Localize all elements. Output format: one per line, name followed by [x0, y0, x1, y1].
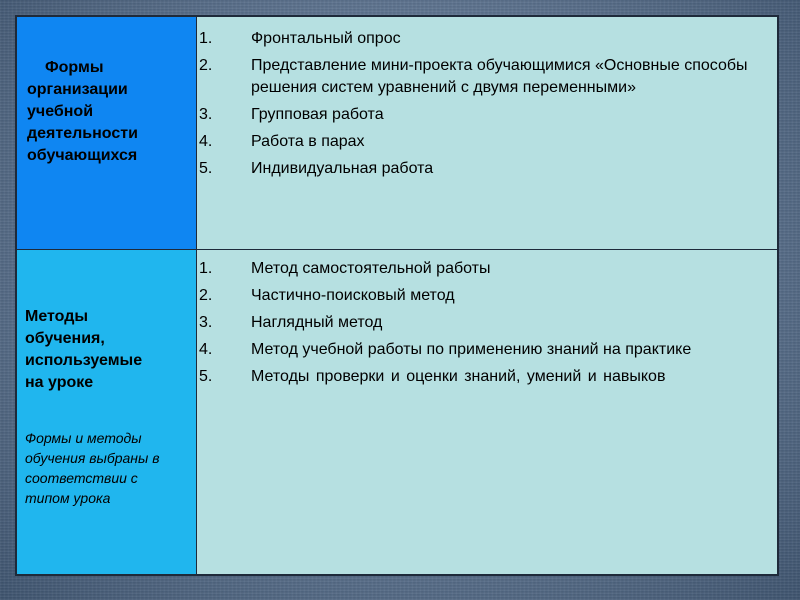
item-text: Групповая работа: [251, 106, 384, 123]
methods-heading-line: Методы: [25, 308, 89, 325]
item-text: Представление мини-проекта обучающимися «Основные способы решения систем уравнений с двумя переменными»: [251, 57, 748, 96]
list-item: [197, 285, 777, 307]
methods-heading-line: на уроке: [25, 374, 94, 391]
methods-heading-line: используемые: [25, 352, 143, 369]
item-text: Наглядный метод: [251, 314, 383, 331]
forms-heading-cell: [17, 17, 196, 249]
list-item: [197, 28, 777, 50]
list-item: [197, 312, 777, 334]
item-number: 2.: [199, 57, 213, 74]
methods-list: [197, 258, 777, 388]
item-text: Метод учебной работы по применению знаний на практике: [251, 341, 692, 358]
item-number: 3.: [199, 314, 213, 331]
item-text: Метод самостоятельной работы: [251, 260, 491, 277]
forms-heading-line: организации: [27, 81, 128, 98]
methods-note: Формы и методы обучения выбраны в соответствии с типом урока: [25, 430, 160, 506]
item-number: 1.: [199, 30, 213, 47]
item-number: 3.: [199, 106, 213, 123]
list-item: [197, 339, 777, 361]
list-item: [197, 55, 777, 99]
forms-list-cell: [197, 17, 777, 249]
item-text: Частично-поисковый метод: [251, 287, 455, 304]
list-item: [197, 104, 777, 126]
item-text: Индивидуальная работа: [251, 160, 434, 177]
item-number: 5.: [199, 160, 213, 177]
list-item: [197, 258, 777, 280]
list-item: [197, 131, 777, 153]
lesson-table: [15, 15, 779, 576]
item-number: 2.: [199, 287, 213, 304]
item-number: 4.: [199, 341, 213, 358]
forms-heading-line: Формы: [45, 59, 104, 76]
item-text: Фронтальный опрос: [251, 30, 401, 47]
forms-heading-line: обучающихся: [27, 147, 138, 164]
list-item: [197, 366, 777, 388]
item-number: 5.: [199, 368, 213, 385]
list-item: [197, 158, 777, 180]
item-text: Работа в парах: [251, 133, 365, 150]
item-number: 1.: [199, 260, 213, 277]
methods-heading-cell: [17, 250, 196, 574]
item-number: 4.: [199, 133, 213, 150]
forms-list: [197, 28, 777, 180]
methods-list-cell: [197, 250, 777, 574]
forms-heading-line: учебной: [27, 103, 94, 120]
methods-heading-line: обучения,: [25, 330, 105, 347]
item-text: Методы проверки и оценки знаний, умений и навыков: [251, 368, 666, 385]
forms-heading-line: деятельности: [27, 125, 138, 142]
